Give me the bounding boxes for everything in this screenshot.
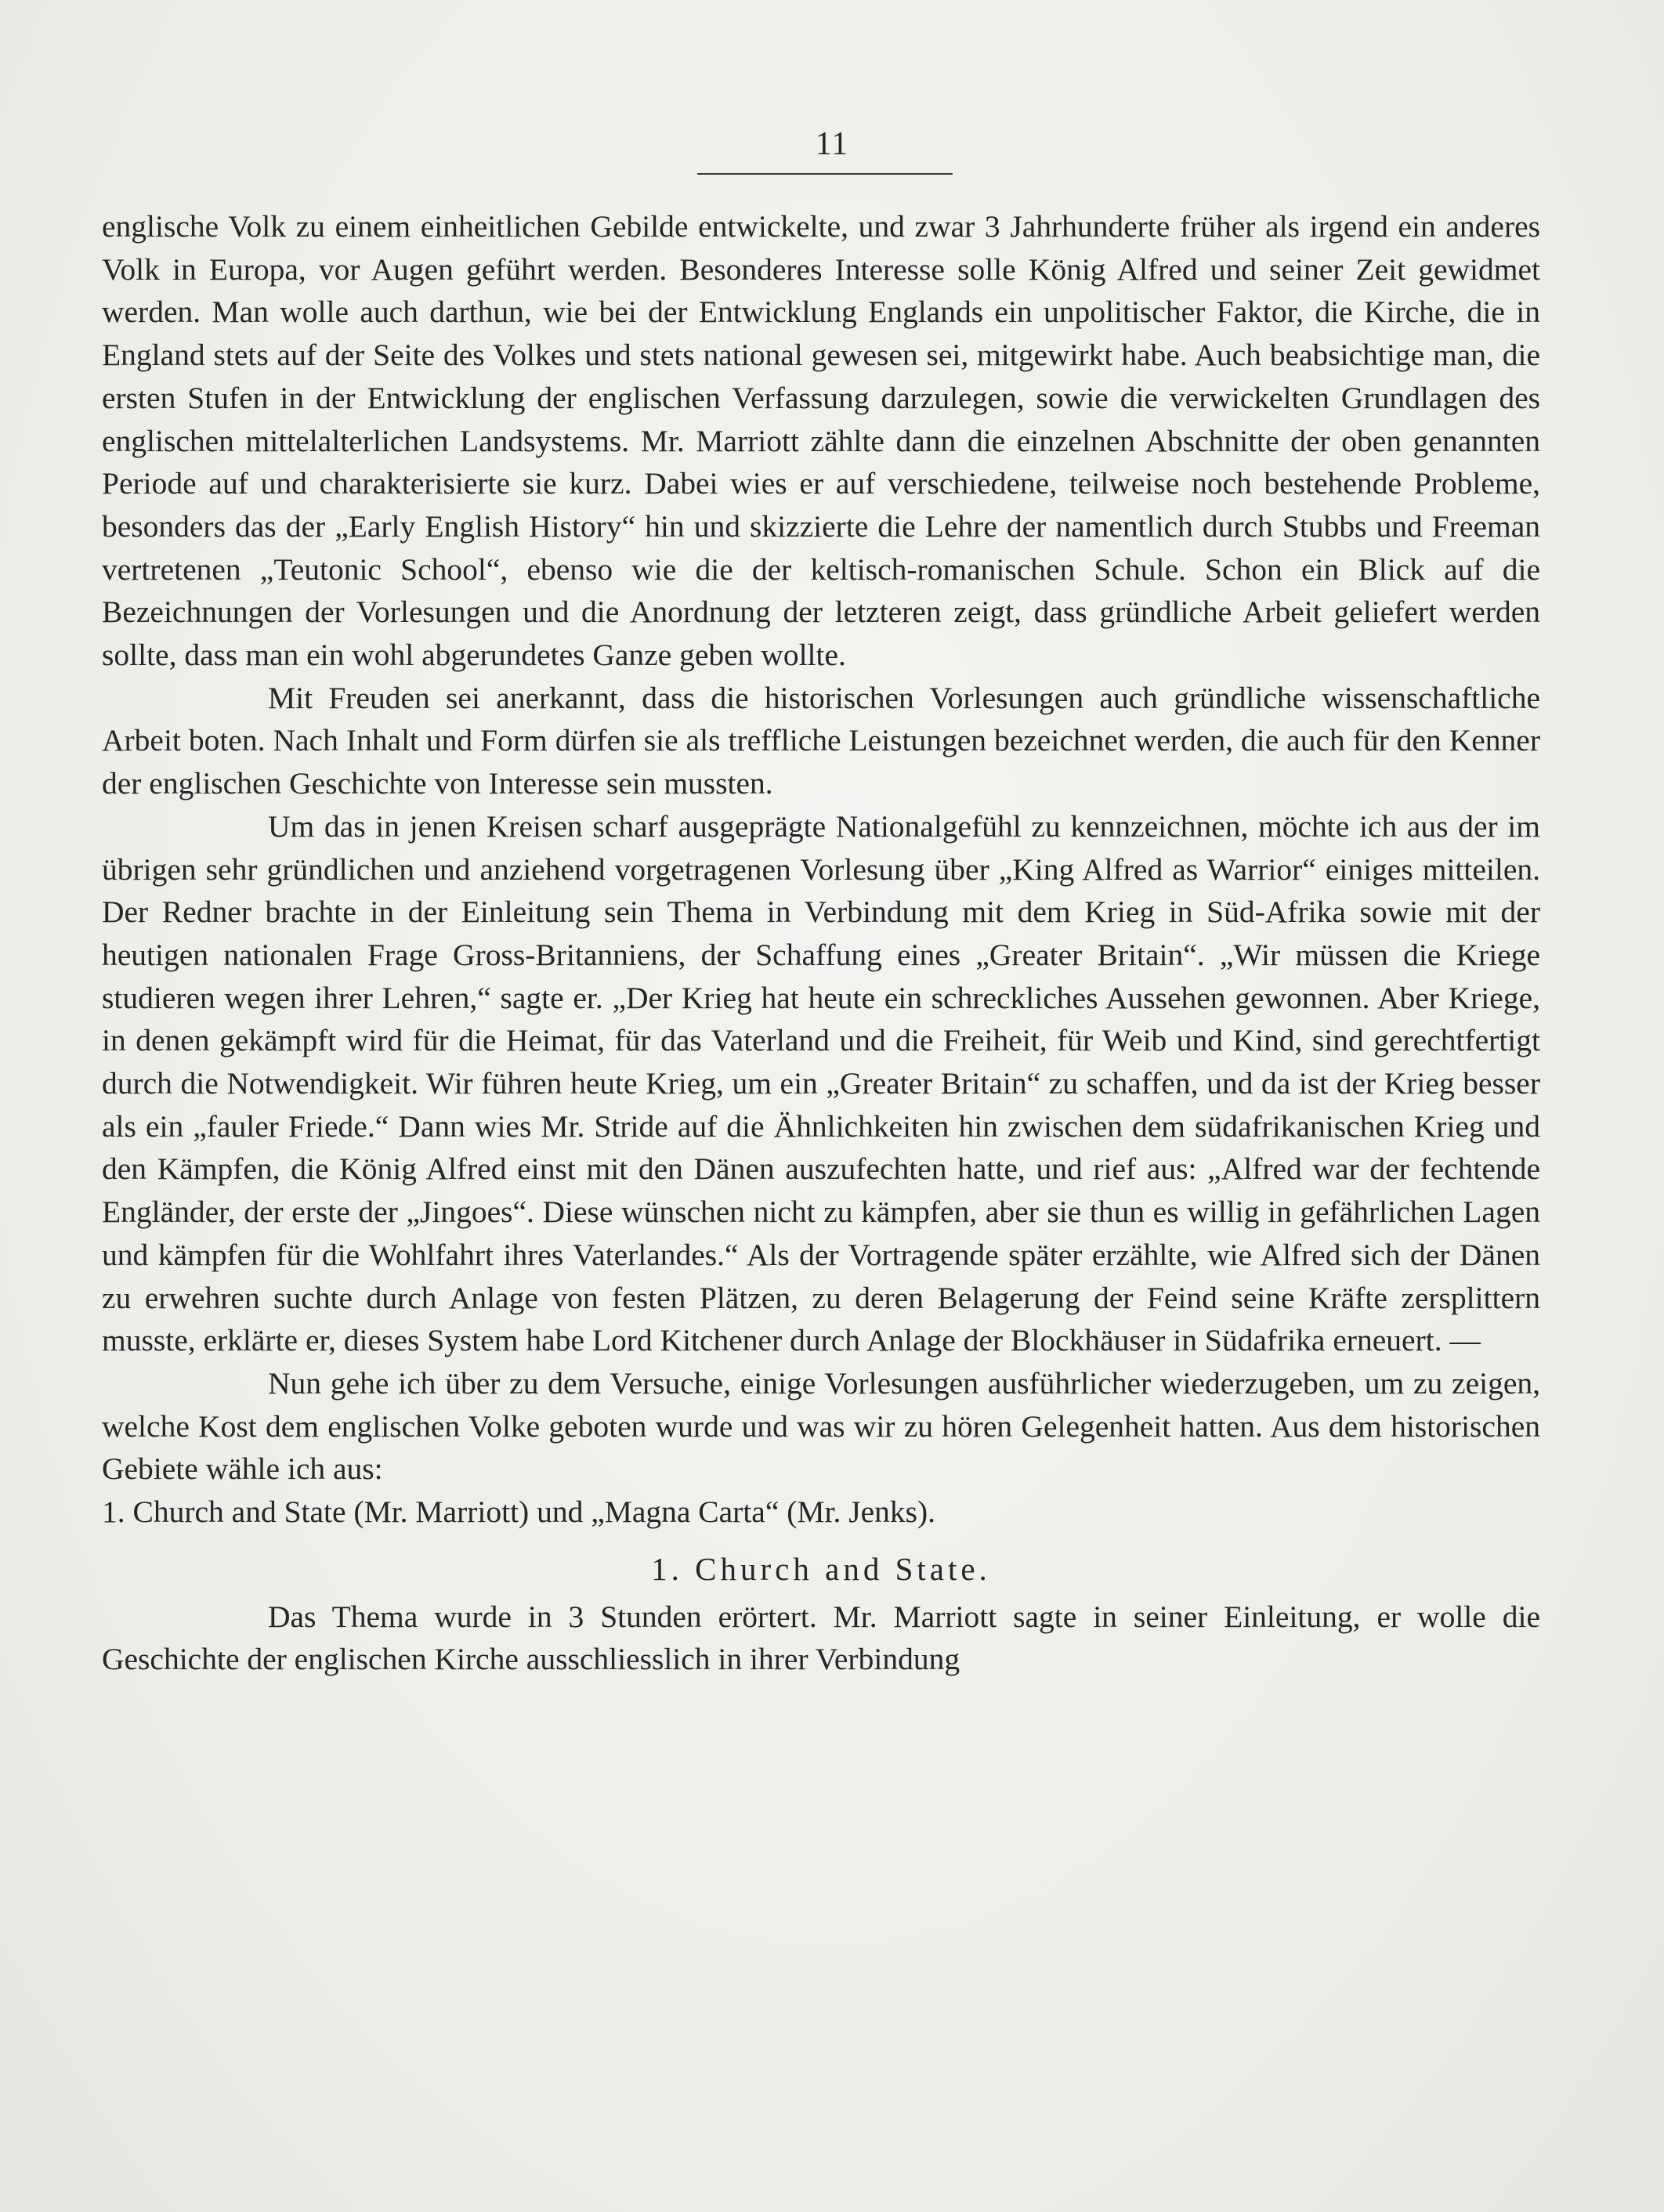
header-rule <box>697 173 953 175</box>
paragraph: Mit Freuden sei anerkannt, dass die historischen Vorlesungen auch gründliche wissenschaftliche Arbeit boten. Nach Inhalt und Form dürfen sie als treffliche Leistungen bezeichnet werden, die auch für den Kenner der englischen Geschichte von Interesse sein mussten. <box>102 680 1540 801</box>
lecture-listing: 1. Church and State (Mr. Marriott) und „Magna Carta“ (Mr. Jenks). <box>102 1495 936 1530</box>
section-heading: 1. Church and State. <box>651 1550 991 1587</box>
page-number: 11 <box>815 126 849 162</box>
paragraph-continuation: englische Volk zu einem einheitlichen Gebilde entwickelte, und zwar 3 Jahrhunderte früher als irgend ein anderes Volk in Europa, vor Augen geführt werden. Besonderes Interesse solle König Alfred und seiner Zeit gewidmet werden. Man wolle auch darthun, wie bei der Entwicklung Englands ein unpolitischer Faktor, die Kirche, die in England stets auf der Seite des Volkes und stets national gewesen sei, mitgewirkt habe. Auch beabsichtige man, die ersten Stufen in der Entwicklung der englischen Verfassung darzulegen, sowie die verwickelten Grundlagen des englischen mittelalterlichen Landsystems. Mr. Marriott zählte dann die einzelnen Abschnitte der oben genannten Periode auf und charakterisierte sie kurz. Dabei wies er auf verschiedene, teilweise noch bestehende Probleme, besonders das der „Early English History“ hin und skizzierte die Lehre der namentlich durch Stubbs und Freeman vertretenen „Teutonic School“, ebenso wie die der keltisch-romanischen Schule. Schon ein Blick auf die Bezeichnungen der Vorlesungen und die Anordnung der letzteren zeigt, dass gründliche Arbeit geliefert werden sollte, dass man ein wohl abgerundetes Ganze geben wollte. <box>102 209 1540 673</box>
paragraph: Nun gehe ich über zu dem Versuche, einige Vorlesungen ausführlicher wiederzugeben, um zu zeigen, welche Kost dem englischen Volke geboten wurde und was wir zu hören Gelegenheit hatten. Aus dem historischen Gebiete wähle ich aus: <box>102 1365 1540 1487</box>
paragraph: Um das in jenen Kreisen scharf ausgeprägte Nationalgefühl zu kennzeichnen, möchte ich aus der im übrigen sehr gründlichen und anziehend vorgetragenen Vorlesung über „King Alfred as Warrior“ einiges mitteilen. Der Redner brachte in der Einleitung sein Thema in Verbindung mit dem Krieg in Süd-Afrika sowie mit der heutigen nationalen Frage Gross-Britanniens, der Schaffung eines „Greater Britain“. „Wir müssen die Kriege studieren wegen ihrer Lehren,“ sagte er. „Der Krieg hat heute ein schreckliches Aussehen gewonnen. Aber Kriege, in denen gekämpft wird für die Heimat, für das Vaterland und die Freiheit, für Weib und Kind, sind gerechtfertigt durch die Notwendigkeit. Wir führen heute Krieg, um ein „Greater Britain“ zu schaffen, und da ist der Krieg besser als ein „fauler Friede.“ Dann wies Mr. Stride auf die Ähnlichkeiten hin zwischen dem südafrikanischen Krieg und den Kämpfen, die König Alfred einst mit den Dänen auszufechten hatte, und rief aus: „Alfred war der fechtende Engländer, der erste der „Jingoes“. Diese wünschen nicht zu kämpfen, aber sie thun es willig in gefährlichen Lagen und kämpfen für die Wohlfahrt ihres Vaterlandes.“ Als der Vortragende später erzählte, wie Alfred sich der Dänen zu erwehren suchte durch Anlage von festen Plätzen, zu deren Belagerung der Feind seine Kräfte zersplittern musste, erklärte er, dieses System habe Lord Kitchener durch Anlage der Blockhäuser in Südafrika erneuert. — <box>102 808 1540 1358</box>
body-text <box>102 205 1540 1681</box>
paragraph: Das Thema wurde in 3 Stunden erörtert. Mr. Marriott sagte in seiner Einleitung, er wolle die Geschichte der englischen Kirche ausschliesslich in ihrer Verbindung <box>102 1599 1540 1677</box>
